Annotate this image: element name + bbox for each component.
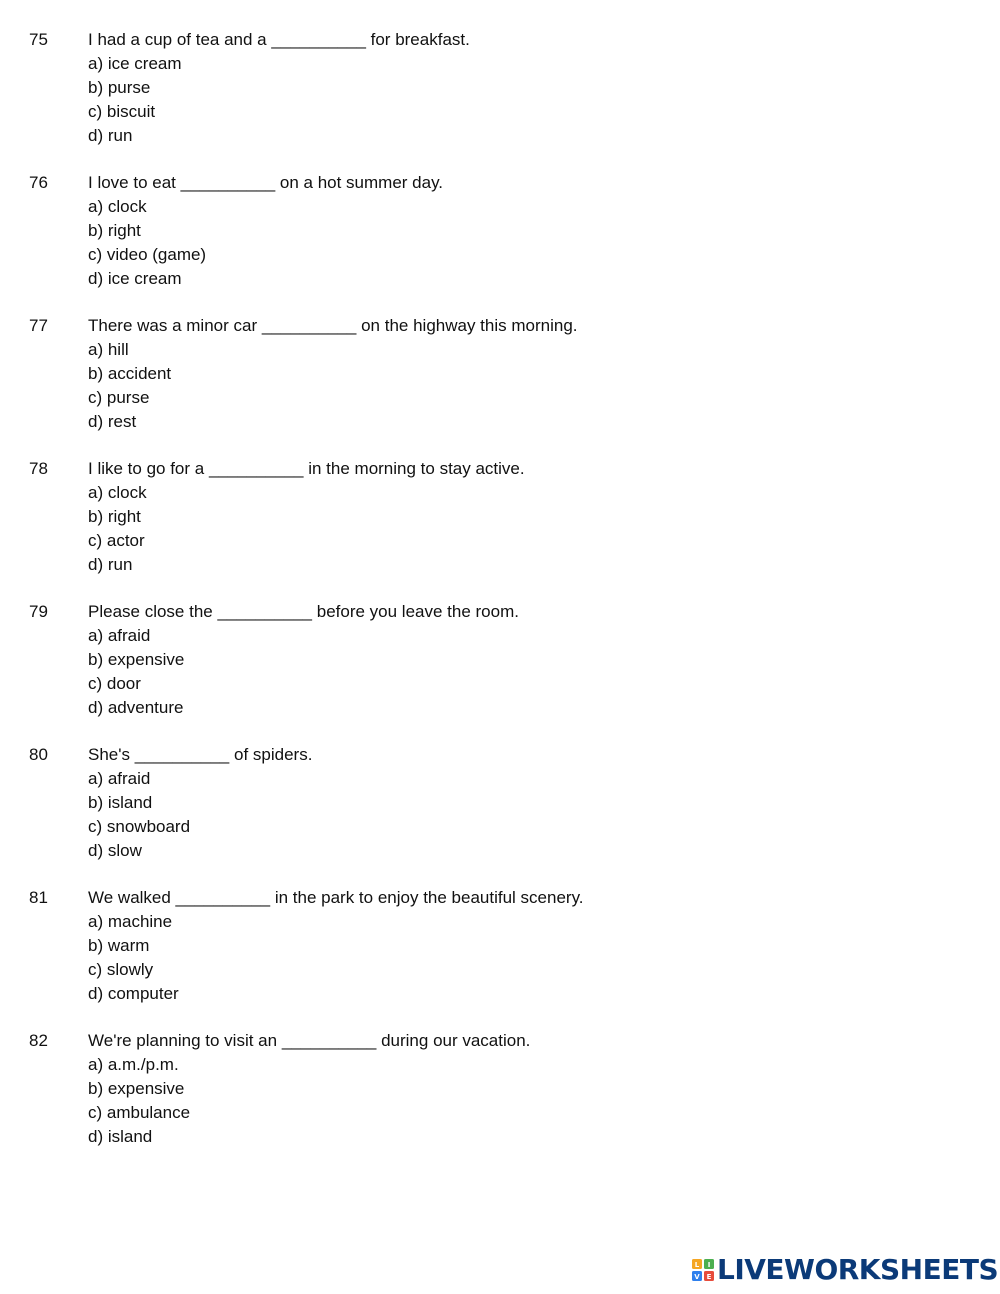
question-81 xyxy=(0,886,1000,1029)
option-b: b) expensive xyxy=(88,650,185,669)
option-d: d) computer xyxy=(88,984,179,1003)
question-text: There was a minor car __________ on the highway this morning. xyxy=(88,316,578,335)
question-text: She's __________ of spiders. xyxy=(88,745,313,764)
option-b: b) right xyxy=(88,507,141,526)
option-a: a) a.m./p.m. xyxy=(88,1055,179,1074)
option-c: c) door xyxy=(88,674,141,693)
option-b: b) accident xyxy=(88,364,172,383)
option-c: c) video (game) xyxy=(88,245,207,264)
question-body xyxy=(88,1029,530,1149)
option-c: c) biscuit xyxy=(88,102,156,121)
question-body xyxy=(88,743,312,863)
option-d: d) run xyxy=(88,555,133,574)
question-text: I love to eat __________ on a hot summer day. xyxy=(88,173,444,192)
option-a: a) machine xyxy=(88,912,173,931)
question-body xyxy=(88,171,443,291)
option-a: a) clock xyxy=(88,483,147,502)
option-c: c) purse xyxy=(88,388,150,407)
option-c: c) actor xyxy=(88,531,145,550)
question-number: 81 xyxy=(29,888,48,907)
question-number: 82 xyxy=(29,1031,48,1050)
option-b: b) island xyxy=(88,793,153,812)
liveworksheets-logo-icon xyxy=(692,1259,714,1281)
option-c: c) slowly xyxy=(88,960,154,979)
option-b: b) expensive xyxy=(88,1079,185,1098)
worksheet xyxy=(0,28,1000,1172)
question-text: I like to go for a __________ in the morning to stay active. xyxy=(88,459,525,478)
question-body xyxy=(88,886,584,1006)
svg-text:V: V xyxy=(694,1273,700,1281)
option-c: c) ambulance xyxy=(88,1103,191,1122)
question-number: 80 xyxy=(29,745,48,764)
option-a: a) afraid xyxy=(88,769,151,788)
option-c: c) snowboard xyxy=(88,817,191,836)
question-body xyxy=(88,457,525,577)
question-text: We walked __________ in the park to enjoy the beautiful scenery. xyxy=(88,888,584,907)
question-text: We're planning to visit an __________ during our vacation. xyxy=(88,1031,531,1050)
question-76 xyxy=(0,171,1000,314)
brand-name: LIVEWORKSHEETS xyxy=(717,1253,999,1286)
option-d: d) rest xyxy=(88,412,137,431)
question-82 xyxy=(0,1029,1000,1172)
option-b: b) right xyxy=(88,221,141,240)
svg-text:L: L xyxy=(694,1261,700,1269)
option-d: d) run xyxy=(88,126,133,145)
option-a: a) clock xyxy=(88,197,147,216)
question-text: I had a cup of tea and a __________ for breakfast. xyxy=(88,30,470,49)
question-body xyxy=(88,600,519,720)
option-a: a) ice cream xyxy=(88,54,182,73)
option-d: d) island xyxy=(88,1127,153,1146)
option-b: b) warm xyxy=(88,936,150,955)
option-a: a) afraid xyxy=(88,626,151,645)
svg-text:E: E xyxy=(706,1273,712,1281)
question-77 xyxy=(0,314,1000,457)
option-a: a) hill xyxy=(88,340,129,359)
question-75 xyxy=(0,28,1000,171)
option-d: d) slow xyxy=(88,841,142,860)
option-b: b) purse xyxy=(88,78,151,97)
question-number: 77 xyxy=(29,316,48,335)
question-body xyxy=(88,314,578,434)
question-body xyxy=(88,28,470,148)
liveworksheets-brand xyxy=(692,1254,998,1286)
question-number: 78 xyxy=(29,459,48,478)
question-79 xyxy=(0,600,1000,743)
option-d: d) ice cream xyxy=(88,269,182,288)
question-80 xyxy=(0,743,1000,886)
option-d: d) adventure xyxy=(88,698,184,717)
svg-text:I: I xyxy=(707,1261,711,1269)
question-text: Please close the __________ before you leave the room. xyxy=(88,602,519,621)
question-number: 79 xyxy=(29,602,48,621)
question-number: 75 xyxy=(29,30,48,49)
question-78 xyxy=(0,457,1000,600)
question-number: 76 xyxy=(29,173,48,192)
